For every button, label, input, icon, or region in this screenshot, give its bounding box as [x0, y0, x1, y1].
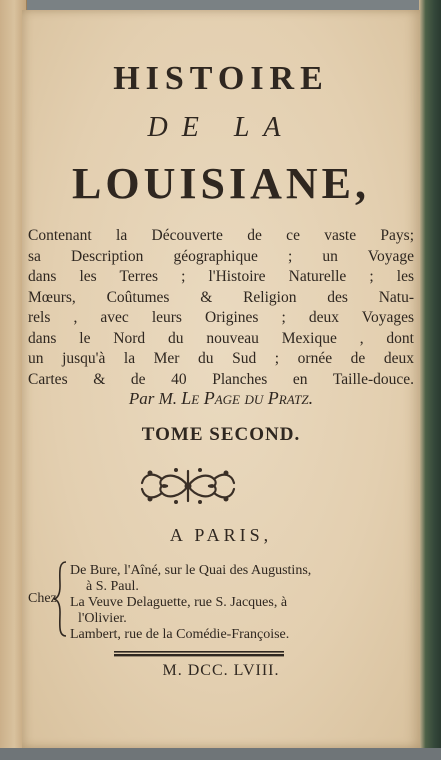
author-line	[22, 388, 420, 409]
publisher-de-bure-address: à S. Paul.	[86, 579, 139, 594]
description-line: dans les Terres ; l'Histoire Naturelle ; les	[28, 268, 414, 285]
title-page	[22, 10, 420, 748]
description-line: dans le Nord du nouveau Mexique , dont	[28, 329, 414, 347]
fleuron-ornament-icon	[138, 465, 238, 507]
description-line: Cartes & de 40 Planches en Taille-douce.	[28, 370, 414, 388]
background-bottom	[0, 748, 441, 760]
title-de-la: DE LA	[147, 112, 295, 143]
description-line: Mœurs, Coûtumes & Religion des Natu-	[28, 288, 414, 306]
chez-label: Chez	[28, 591, 57, 606]
tome-label: TOME SECOND.	[141, 424, 301, 445]
title-louisiane: LOUISIANE,	[72, 159, 370, 208]
publisher-delaguette-address: l'Olivier.	[78, 611, 127, 626]
publisher-delaguette: La Veuve Delaguette, rue S. Jacques, à	[70, 595, 288, 610]
author-prefix: Par M.	[128, 389, 178, 408]
imprint-city: A PARIS,	[169, 525, 273, 545]
imprint-date: M. DCC. LVIII.	[162, 662, 280, 679]
description-line: rels , avec leurs Origines ; deux Voyages	[28, 309, 414, 326]
title-histoire: HISTOIRE	[113, 60, 329, 97]
publisher-lambert: Lambert, rue de la Comédie-Françoise.	[70, 627, 290, 642]
right-binding	[419, 0, 441, 760]
curly-brace-icon	[52, 560, 68, 638]
description-line: un jusqu'à la Mer du Sud ; ornée de deux	[28, 350, 414, 367]
publisher-de-bure: De Bure, l'Aîné, sur le Quai des Augustins,	[70, 563, 312, 578]
author-name: Le Page du Pratz.	[181, 388, 314, 408]
description-block	[28, 226, 414, 390]
double-rule	[114, 651, 284, 657]
description-line: Contenant la Découverte de ce vaste Pays;	[28, 227, 414, 244]
description-line: sa Description géographique ; un Voyage	[28, 247, 414, 265]
